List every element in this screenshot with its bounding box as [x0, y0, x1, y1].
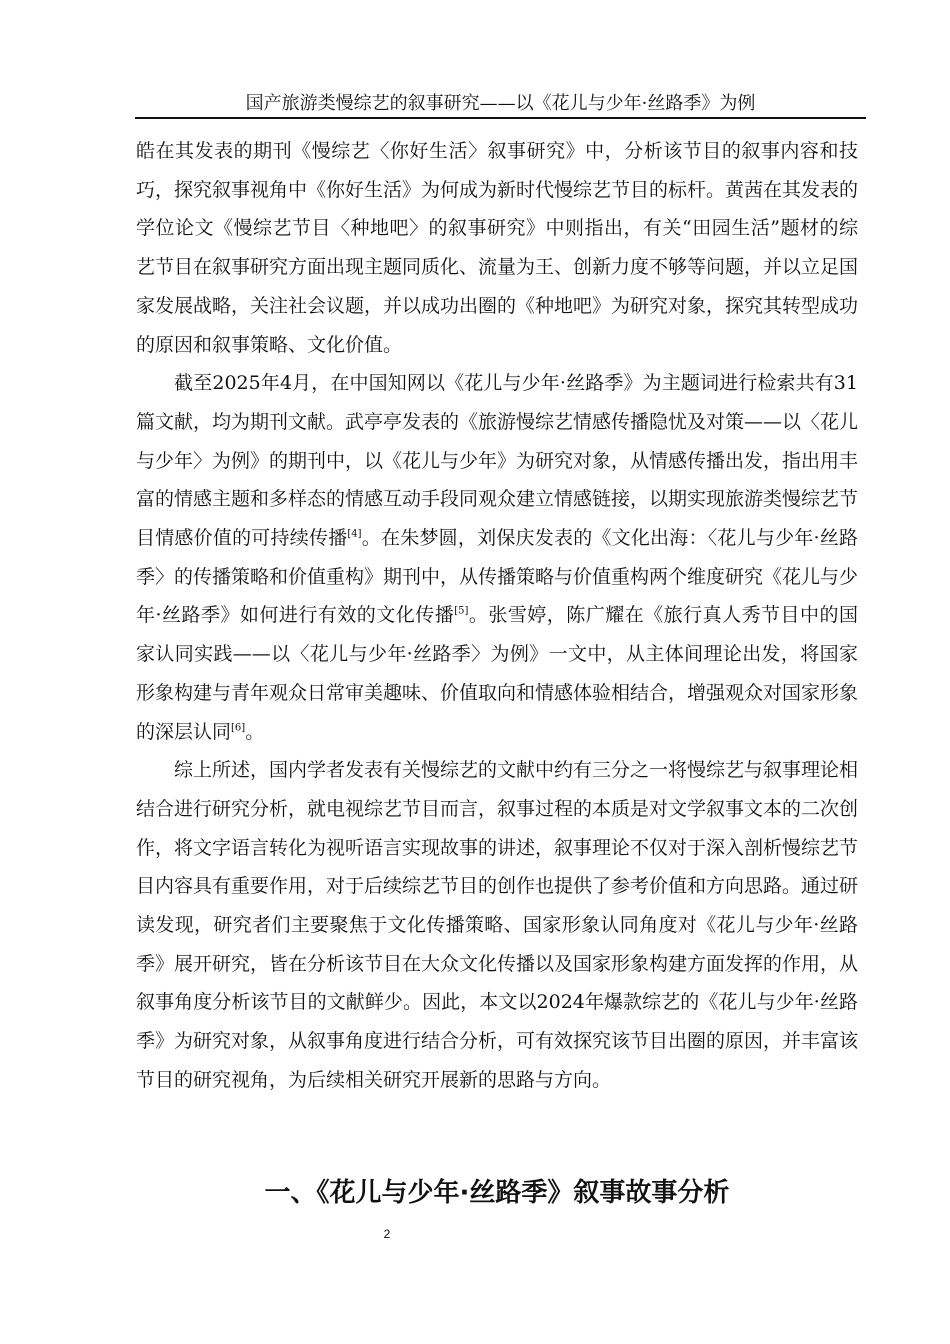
paragraph-3	[136, 751, 858, 1099]
paragraph-2-text-a: 截至2025年4月，在中国知网以《花儿与少年·丝路季》为主题词进行检索共有31篇文献，均为期刊文献。武亭亭发表的《旅游慢综艺情感传播隐忧及对策——以〈花儿与少年〉为例》的期刊中，以《花儿与少年》为研究对象，从情感传播出发，指出用丰富的情感主题和多样态的情感互动手段同观众建立情感链接，以期实现旅游类慢综艺节目情感价值的可持续传播	[136, 372, 859, 550]
running-header: 国产旅游类慢综艺的叙事研究——以《花儿与少年·丝路季》为例	[245, 93, 756, 114]
paragraph-1-text: 皓在其发表的期刊《慢综艺〈你好生活〉叙事研究》中，分析该节目的叙事内容和技巧，探究叙事视角中《你好生活》为何成为新时代慢综艺节目的标杆。黄茜在其发表的学位论文《慢综艺节目〈种地吧〉的叙事研究》中则指出，有关“田园生活”题材的综艺节目在叙事研究方面出现主题同质化、流量为王、创新力度不够等问题，并以立足国家发展战略，关注社会议题，并以成功出圈的《种地吧》为研究对象，探究其转型成功的原因和叙事策略、文化价值。	[136, 140, 859, 356]
paragraph-1	[136, 132, 858, 364]
paragraph-3-text: 综上所述，国内学者发表有关慢综艺的文献中约有三分之一将慢综艺与叙事理论相结合进行研究分析，就电视综艺节目而言，叙事过程的本质是对文学叙事文本的二次创作，将文字语言转化为视听语言实现故事的讲述，叙事理论不仅对于深入剖析慢综艺节目内容具有重要作用，对于后续综艺节目的创作也提供了参考价值和方向思路。通过研读发现，研究者们主要聚焦于文化传播策略、国家形象认同角度对《花儿与少年·丝路季》展开研究，皆在分析该节目在大众文化传播以及国家形象构建方面发挥的作用，从叙事角度分析该节目的文献鲜少。因此，本文以2024年爆款综艺的《花儿与少年·丝路季》为研究对象，从叙事角度进行结合分析，可有效探究该节目出圈的原因，并丰富该节目的研究视角，为后续相关研究开展新的思路与方向。	[136, 759, 859, 1091]
section-heading: 一、《花儿与少年·丝路季》叙事故事分析	[264, 1177, 730, 1208]
body-text	[136, 132, 858, 1100]
citation-ref-5[interactable]: [5]	[454, 606, 469, 618]
paragraph-2	[136, 364, 858, 751]
citation-ref-4[interactable]: [4]	[347, 528, 362, 540]
paragraph-2-text-b: 。在朱梦圆，刘保庆发表的《文化出海：〈花儿与少年·丝路季〉的传播策略和价值重构》期刊中，从传播策略与价值重构两个维度研究《花儿与少年·丝路季》如何进行有效的文化传播	[136, 527, 859, 627]
citation-ref-6[interactable]: [6]	[231, 722, 246, 734]
paragraph-2-text-d: 。	[245, 720, 265, 743]
page-number: 2	[383, 1227, 391, 1241]
header-rule	[135, 117, 866, 119]
paragraph-2-text-c: 。张雪婷，陈广耀在《旅行真人秀节目中的国家认同实践——以〈花儿与少年·丝路季〉为例》一文中，从主体间理论出发，将国家形象构建与青年观众日常审美趣味、价值取向和情感体验相结合，增强观众对国家形象的深层认同	[136, 604, 859, 743]
